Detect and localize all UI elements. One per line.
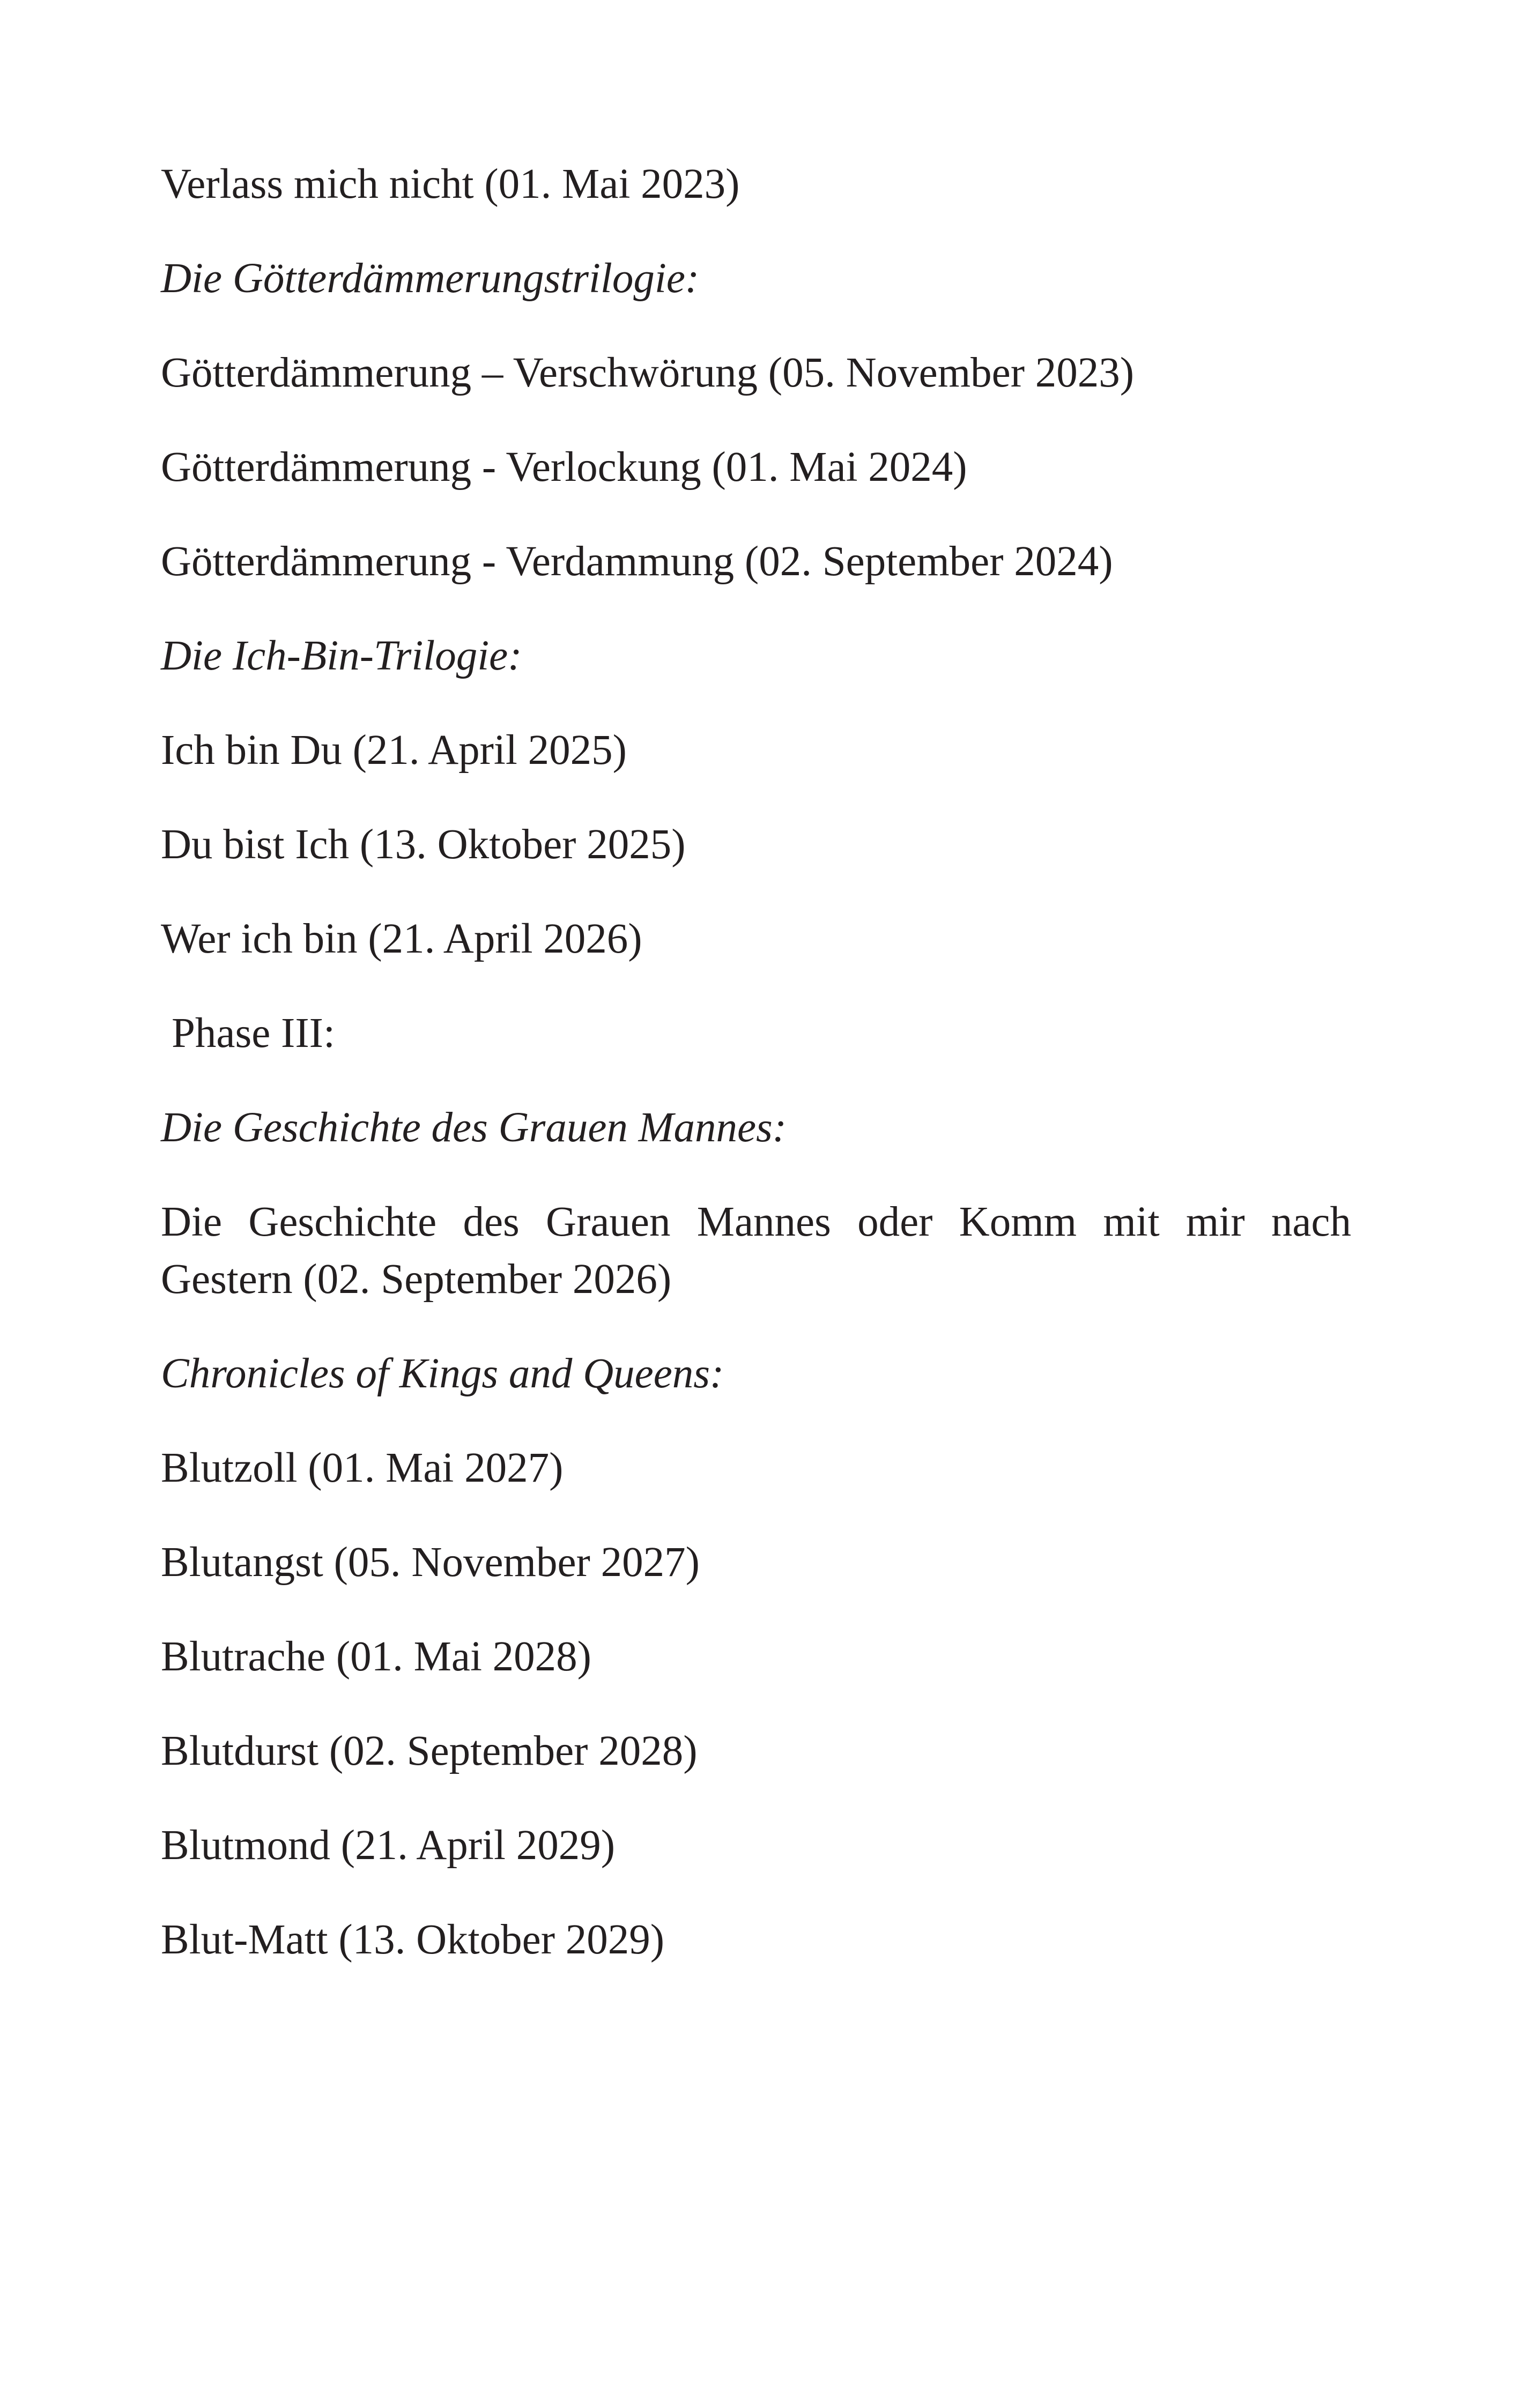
entry-blutdurst: Blutdurst (02. September 2028) bbox=[161, 1728, 698, 1774]
entry-verdammung: Götterdämmerung - Verdammung (02. September 2024) bbox=[161, 538, 1113, 585]
entry-verschwoerung: Götterdämmerung – Verschwörung (05. November 2023) bbox=[161, 350, 1135, 396]
heading-goetterdaemmerungstrilogie: Die Götterdämmerungstrilogie: bbox=[161, 255, 700, 302]
entry-blutrache: Blutrache (01. Mai 2028) bbox=[161, 1633, 591, 1680]
entry-verlass-mich-nicht: Verlass mich nicht (01. Mai 2023) bbox=[161, 161, 740, 207]
entry-blut-matt: Blut-Matt (13. Oktober 2029) bbox=[161, 1916, 665, 1963]
entry-geschichte-grauen-mannes: Die Geschichte des Grauen Mannes oder Komm mit mir nach Gestern (02. September 2026) bbox=[161, 1199, 1351, 1303]
entry-blutmond: Blutmond (21. April 2029) bbox=[161, 1822, 616, 1869]
heading-ich-bin-trilogie: Die Ich-Bin-Trilogie: bbox=[161, 633, 522, 679]
heading-chronicles-kings-queens: Chronicles of Kings and Queens: bbox=[161, 1350, 724, 1397]
entry-wer-ich-bin: Wer ich bin (21. April 2026) bbox=[161, 916, 642, 962]
heading-geschichte-grauen-mannes: Die Geschichte des Grauen Mannes: bbox=[161, 1104, 787, 1151]
bibliography-list bbox=[161, 155, 1351, 1968]
entry-ich-bin-du: Ich bin Du (21. April 2025) bbox=[161, 727, 627, 774]
heading-phase-iii: Phase III: bbox=[172, 1010, 335, 1057]
entry-verlockung: Götterdämmerung - Verlockung (01. Mai 2024) bbox=[161, 444, 967, 490]
entry-blutzoll: Blutzoll (01. Mai 2027) bbox=[161, 1445, 564, 1491]
entry-du-bist-ich: Du bist Ich (13. Oktober 2025) bbox=[161, 821, 686, 868]
entry-blutangst: Blutangst (05. November 2027) bbox=[161, 1539, 700, 1586]
